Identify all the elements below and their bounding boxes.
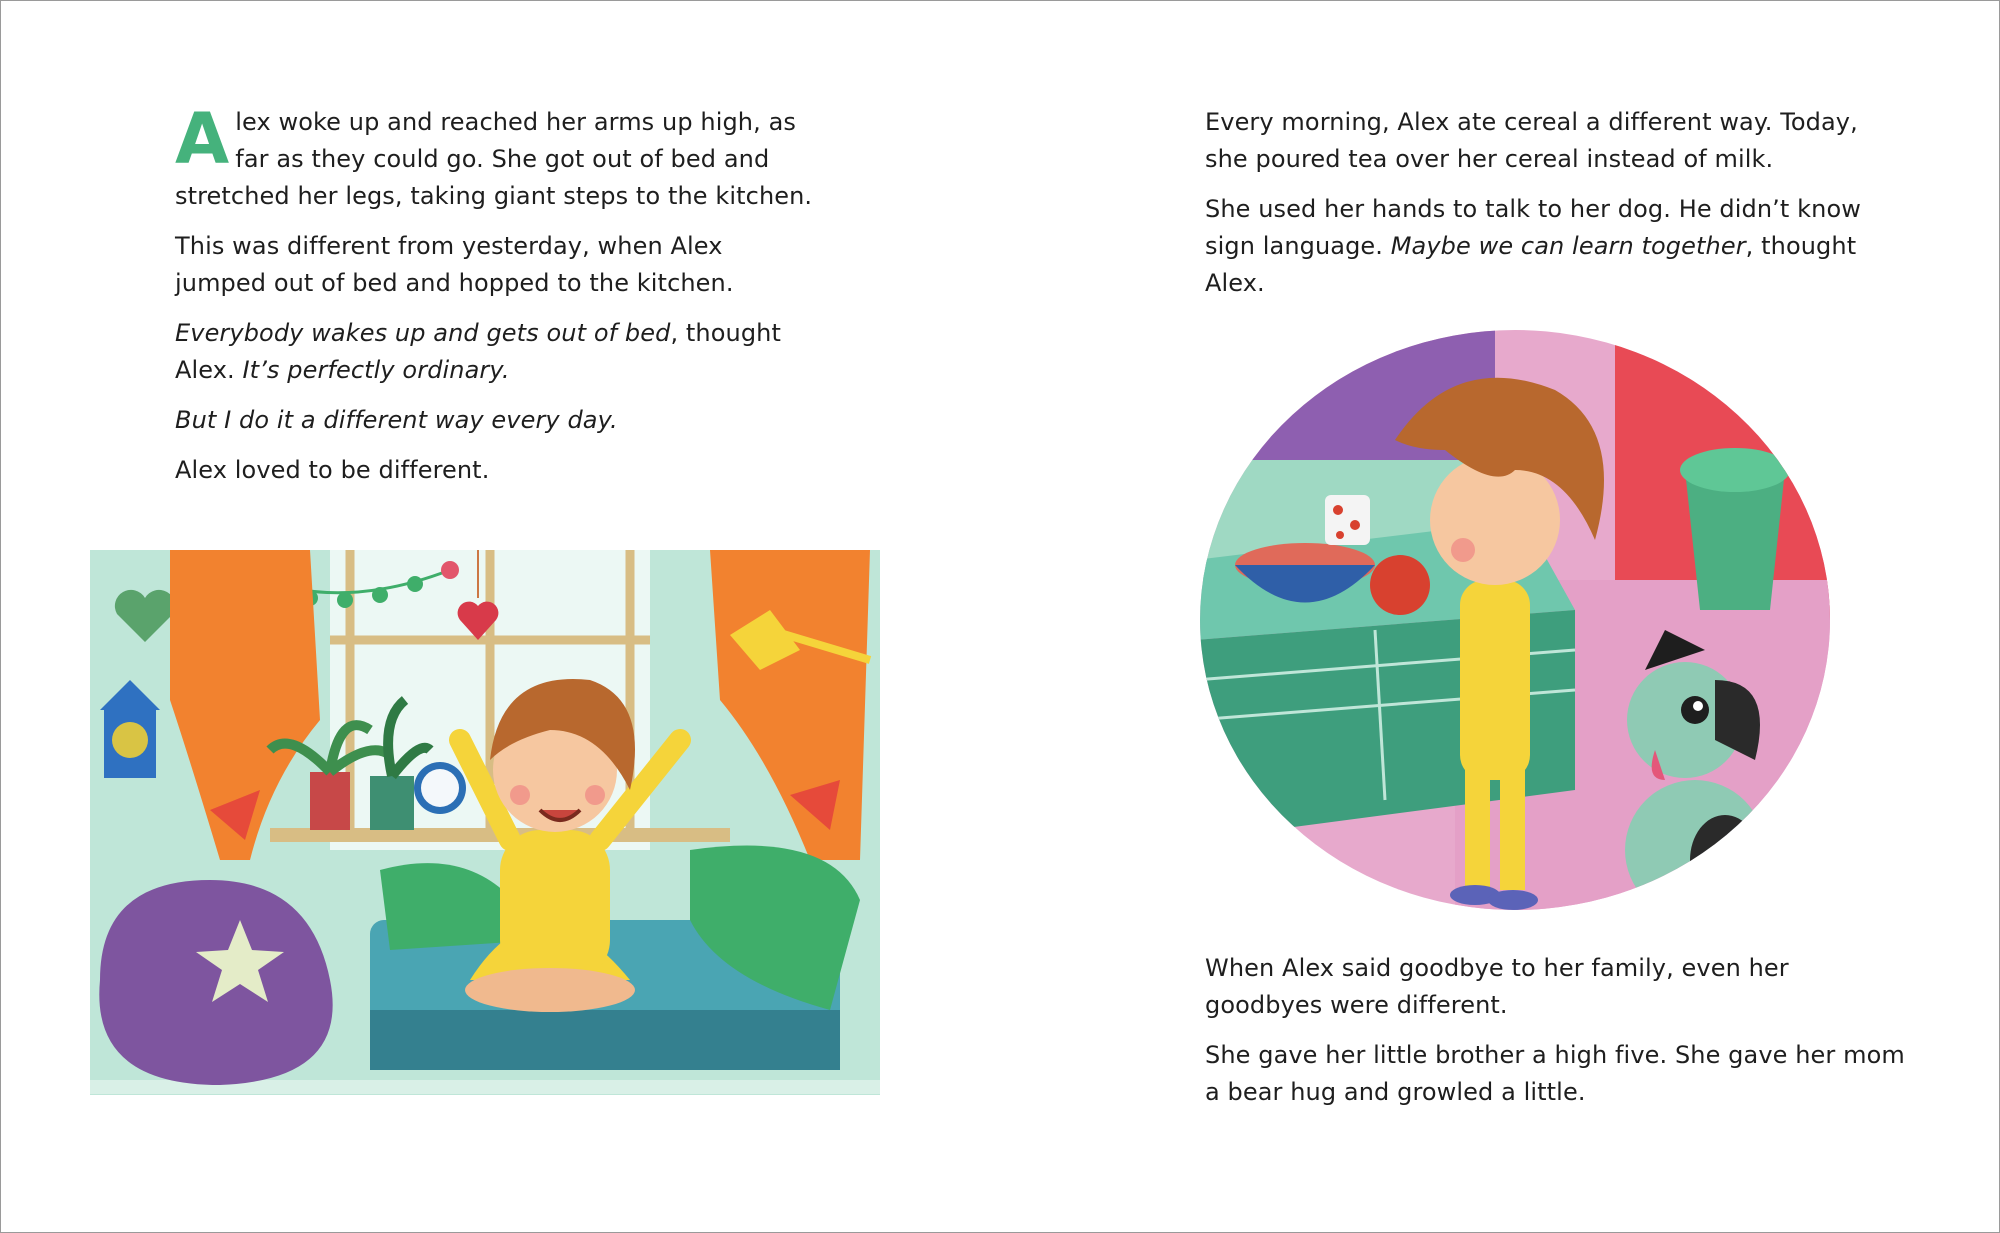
- paragraph-3-italic-2: It’s perfectly ordinary.: [242, 356, 510, 384]
- right-page-top-text: [1205, 104, 1905, 315]
- dropcap-letter: A: [175, 98, 230, 180]
- paragraph-8: When Alex said goodbye to her family, even her goodbyes were different.: [1205, 954, 1789, 1019]
- paragraph-7-italic: Maybe we can learn together: [1390, 232, 1746, 260]
- paragraph-7: [1205, 191, 1905, 302]
- right-page-bottom-text: [1205, 950, 1905, 1124]
- paragraph-3: [175, 315, 815, 389]
- paragraph-7-end: , thought Alex.: [1205, 232, 1857, 297]
- paragraph-5: Alex loved to be different.: [175, 456, 490, 484]
- left-page-text: [175, 98, 815, 502]
- bedroom-illustration: [70, 540, 890, 1110]
- paragraph-4: But I do it a different way every day.: [175, 406, 618, 434]
- paragraph-2: This was different from yesterday, when Alex jumped out of bed and hopped to the kitchen.: [175, 232, 734, 297]
- paragraph-3-italic: Everybody wakes up and gets out of bed: [175, 319, 671, 347]
- paragraph-3-mid: , thought Alex.: [175, 319, 781, 384]
- paragraph-7-start: She used her hands to talk to her dog. He didn’t know sign language.: [1205, 195, 1861, 260]
- paragraph-9: She gave her little brother a high five. She gave her mom a bear hug and growled a little.: [1205, 1041, 1905, 1106]
- paragraph-1-text: lex woke up and reached her arms up high, as far as they could go. She got out of bed and stretched her legs, taking giant steps to the kitchen.: [175, 108, 813, 210]
- paragraph-1: [175, 98, 815, 215]
- paragraph-6: Every morning, Alex ate cereal a different way. Today, she poured tea over her cereal instead of milk.: [1205, 108, 1858, 173]
- kitchen-illustration: [1195, 320, 1835, 920]
